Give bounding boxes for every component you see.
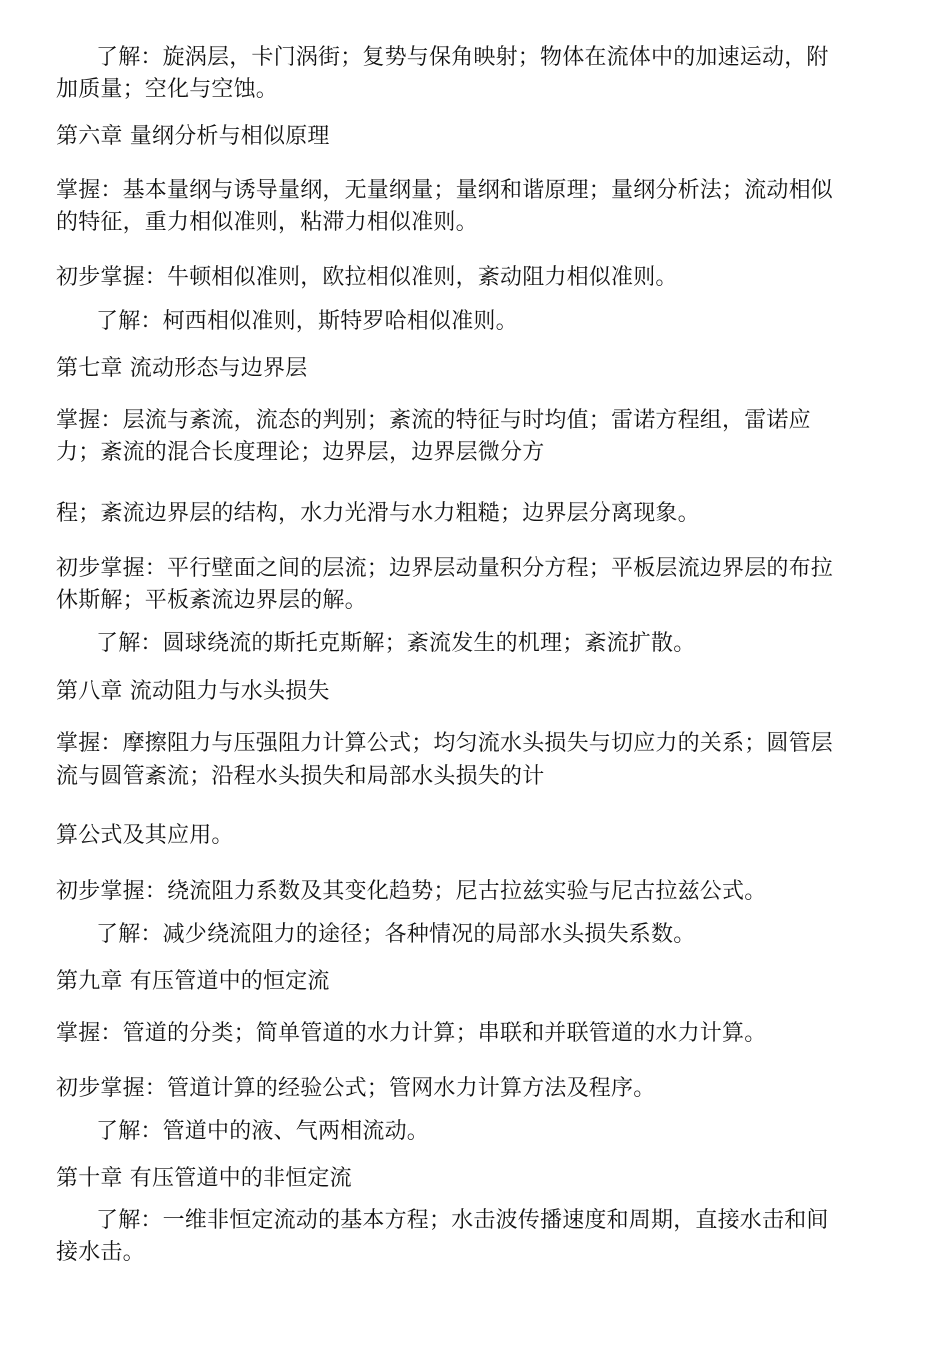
text-line: 初步掌握：平行壁面之间的层流；边界层动量积分方程；平板层流边界层的布拉	[56, 556, 834, 581]
text-line: 休斯解；平板紊流边界层的解。	[56, 588, 367, 613]
text-line: 程；紊流边界层的结构，水力光滑与水力粗糙；边界层分离现象。	[56, 501, 700, 526]
chapter-heading-6: 第六章 量纲分析与相似原理	[56, 124, 330, 149]
text-line: 了解：减少绕流阻力的途径；各种情况的局部水头损失系数。	[96, 922, 696, 947]
text-line: 掌握：层流与紊流，流态的判别；紊流的特征与时均值；雷诺方程组，雷诺应	[56, 408, 811, 433]
text-line: 了解：柯西相似准则，斯特罗哈相似准则。	[96, 309, 518, 334]
chapter-heading-10: 第十章 有压管道中的非恒定流	[56, 1166, 352, 1191]
text-line: 了解：圆球绕流的斯托克斯解；紊流发生的机理；紊流扩散。	[96, 631, 696, 656]
chapter-heading-8: 第八章 流动阻力与水头损失	[56, 679, 330, 704]
text-line: 了解：旋涡层，卡门涡街；复势与保角映射；物体在流体中的加速运动，附	[96, 45, 829, 70]
text-line: 了解：管道中的液、气两相流动。	[96, 1119, 430, 1144]
text-line: 初步掌握：管道计算的经验公式；管网水力计算方法及程序。	[56, 1076, 656, 1101]
chapter-heading-7: 第七章 流动形态与边界层	[56, 356, 308, 381]
text-line: 掌握：管道的分类；简单管道的水力计算；串联和并联管道的水力计算。	[56, 1021, 767, 1046]
text-line: 掌握：摩擦阻力与压强阻力计算公式；均匀流水头损失与切应力的关系；圆管层	[56, 731, 834, 756]
text-line: 初步掌握：牛顿相似准则，欧拉相似准则，紊动阻力相似准则。	[56, 265, 678, 290]
text-line: 掌握：基本量纲与诱导量纲，无量纲量；量纲和谐原理；量纲分析法；流动相似	[56, 178, 834, 203]
text-line: 的特征，重力相似准则，粘滞力相似准则。	[56, 210, 478, 235]
text-line: 接水击。	[56, 1240, 145, 1265]
text-line: 力；紊流的混合长度理论；边界层，边界层微分方	[56, 440, 545, 465]
text-line: 了解：一维非恒定流动的基本方程；水击波传播速度和周期，直接水击和间	[96, 1208, 829, 1233]
text-line: 算公式及其应用。	[56, 823, 234, 848]
text-line: 初步掌握：绕流阻力系数及其变化趋势；尼古拉兹实验与尼古拉兹公式。	[56, 879, 767, 904]
text-line: 流与圆管紊流；沿程水头损失和局部水头损失的计	[56, 764, 545, 789]
chapter-heading-9: 第九章 有压管道中的恒定流	[56, 969, 330, 994]
text-line: 加质量；空化与空蚀。	[56, 77, 279, 102]
